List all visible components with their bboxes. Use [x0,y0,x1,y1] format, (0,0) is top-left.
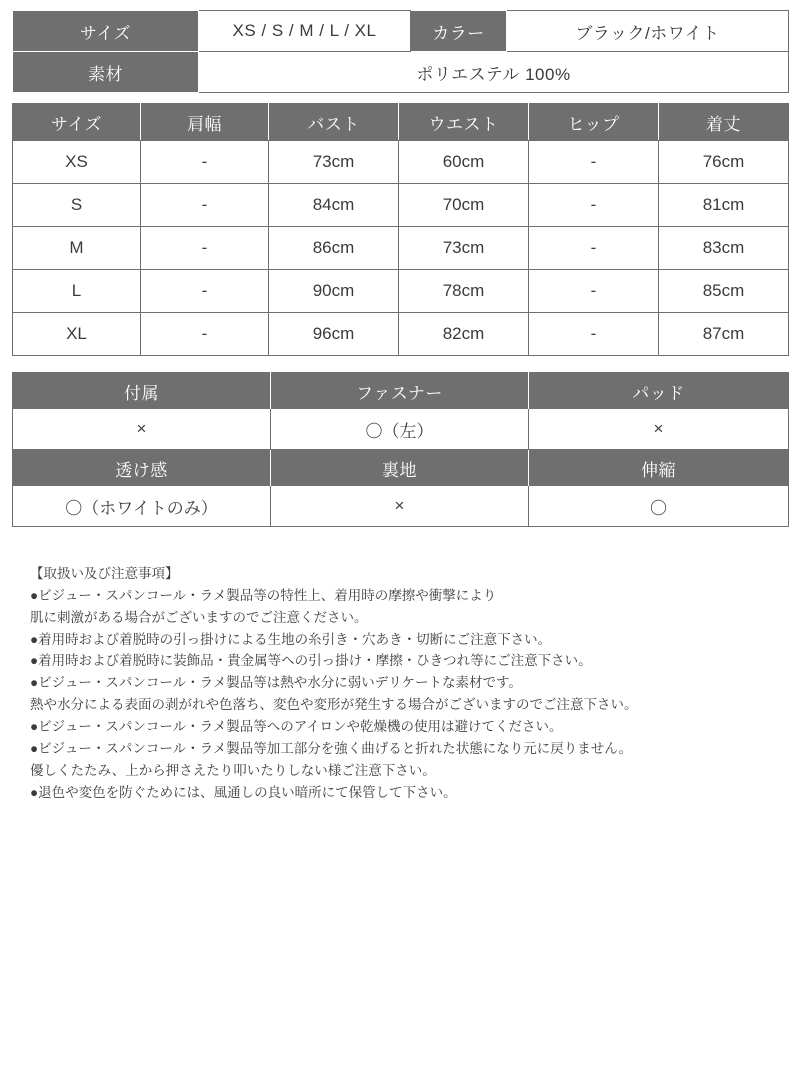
note-line: ●ビジュー・スパンコール・ラメ製品等加工部分を強く曲げると折れた状態になり元に戻りません。 [30,740,633,756]
spec-value-material: ポリエステル 100% [199,52,789,93]
size-cell: 90cm [269,270,399,313]
handling-notes [12,563,788,803]
size-col-header: 着丈 [659,104,789,141]
table-row [13,11,789,52]
size-cell: S [13,184,141,227]
size-measurement-table [12,103,789,356]
size-cell: 60cm [399,141,529,184]
size-cell: 73cm [269,141,399,184]
notes-title: 【取扱い及び注意事項】 [30,566,179,581]
attr-value-lining: × [271,486,529,527]
size-cell: - [529,227,659,270]
size-cell: - [141,141,269,184]
size-cell: 76cm [659,141,789,184]
size-cell: 96cm [269,313,399,356]
table-row [13,313,789,356]
note-line: 優しくたたみ、上から押さえたり叩いたりしない様ご注意下さい。 [30,762,436,778]
size-cell: 73cm [399,227,529,270]
attr-value-pad: × [529,409,789,450]
attr-header-lining: 裏地 [271,450,529,487]
attr-value-zipper: 〇（左） [271,409,529,450]
size-cell: 84cm [269,184,399,227]
attr-header-zipper: ファスナー [271,373,529,410]
attr-value-sheerness: 〇（ホワイトのみ） [13,486,271,527]
size-cell: - [141,313,269,356]
attr-header-stretch: 伸縮 [529,450,789,487]
size-col-header: 肩幅 [141,104,269,141]
size-cell: XS [13,141,141,184]
spec-label-size: サイズ [13,11,199,52]
size-col-header: バスト [269,104,399,141]
size-col-header: サイズ [13,104,141,141]
size-cell: 87cm [702,324,745,343]
table-row [13,409,789,450]
size-cell: - [141,184,269,227]
spec-label-material: 素材 [13,52,199,93]
size-cell: 78cm [399,270,529,313]
table-row [13,141,789,184]
attr-header-pad: パッド [529,373,789,410]
attr-header-sheerness: 透け感 [13,450,271,487]
size-cell: 81cm [659,184,789,227]
table-row [13,184,789,227]
size-cell: XL [13,313,141,356]
spec-value-size: XS / S / M / L / XL [199,11,411,52]
size-cell: - [529,313,659,356]
attr-value-stretch: 〇 [529,486,789,527]
note-line: ●着用時および着脱時に装飾品・貴金属等への引っ掛け・摩擦・ひきつれ等にご注意下さい。 [30,653,592,669]
table-header-row [13,450,789,487]
table-row [13,52,789,93]
table-row [13,270,789,313]
spec-value-color: ブラック/ホワイト [507,11,789,52]
note-line: ●ビジュー・スパンコール・ラメ製品等は熱や水分に弱いデリケートな素材です。 [30,675,522,691]
size-cell: - [141,270,269,313]
size-col-header: ヒップ [529,104,659,141]
table-row [13,227,789,270]
attributes-table [12,372,789,527]
size-cell: 82cm [399,313,529,356]
attr-header-accessory: 付属 [13,373,271,410]
note-line: ●ビジュー・スパンコール・ラメ製品等の特性上、着用時の摩擦や衝撃により [30,587,497,603]
note-line: ●退色や変色を防ぐためには、風通しの良い暗所にて保管して下さい。 [30,784,457,800]
size-cell: M [13,227,141,270]
size-cell: - [529,270,659,313]
size-cell: 85cm [659,270,789,313]
table-row [13,486,789,527]
size-cell: 86cm [269,227,399,270]
table-header-row [13,104,789,141]
size-cell: - [529,184,659,227]
size-cell: 70cm [399,184,529,227]
size-cell: L [13,270,141,313]
size-cell: - [141,227,269,270]
size-col-header: ウエスト [399,104,529,141]
attr-value-accessory: × [13,409,271,450]
spec-table [12,10,789,93]
spec-label-color: カラー [411,11,507,52]
note-line: 熱や水分による表面の剥がれや色落ち、変色や変形が発生する場合がございますのでご注意下さい。 [30,697,638,713]
size-cell: - [529,141,659,184]
size-cell: 83cm [659,227,789,270]
table-header-row [13,373,789,410]
note-line: 肌に刺激がある場合がございますのでご注意ください。 [30,609,368,625]
note-line: ●ビジュー・スパンコール・ラメ製品等へのアイロンや乾燥機の使用は避けてください。 [30,719,563,735]
note-line: ●着用時および着脱時の引っ掛けによる生地の糸引き・穴あき・切断にご注意下さい。 [30,631,552,647]
